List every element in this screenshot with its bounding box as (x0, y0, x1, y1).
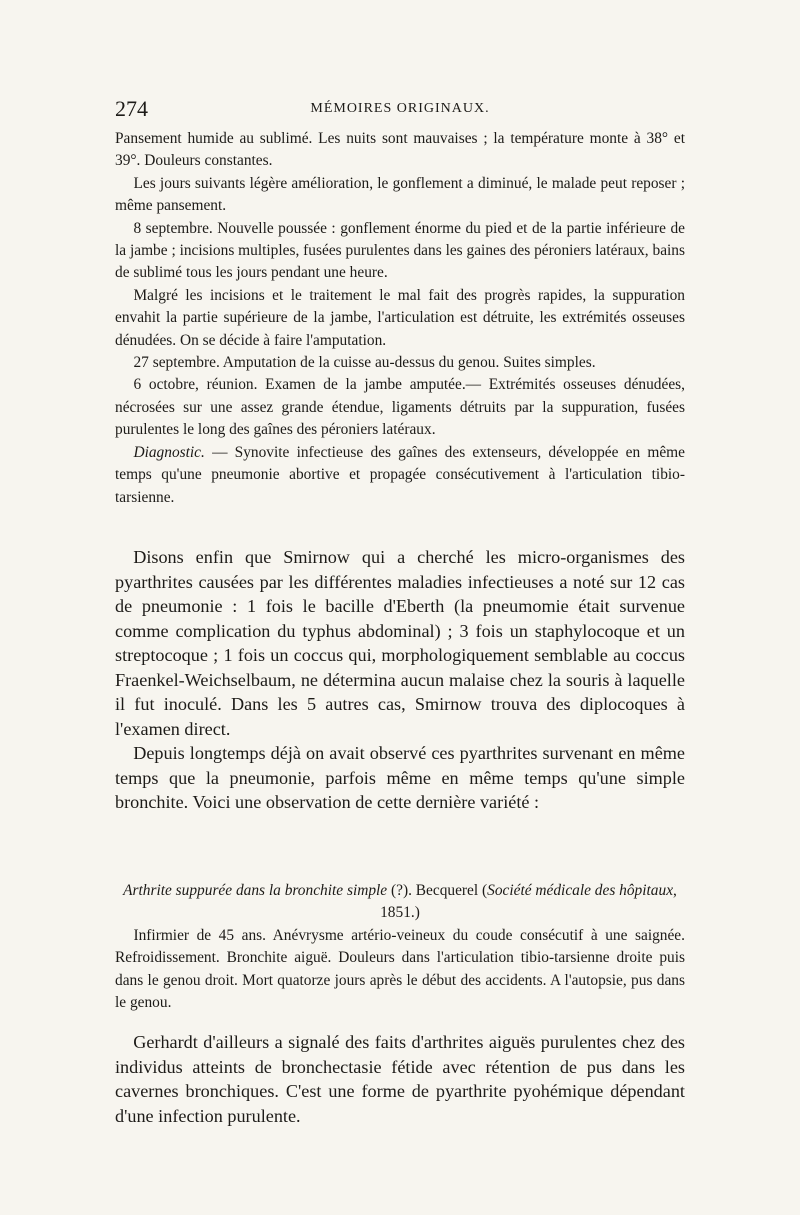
main-text-1 (115, 545, 685, 815)
diagnostic-label: Diagnostic. (133, 443, 205, 461)
paragraph: 6 octobre, réunion. Examen de la jambe amputée.— Extrémités osseuses dénudées, nécrosées sur une assez grande étendue, ligaments détruits par la suppuration, fusées purulentes le long des gaînes des péroniers latéraux. (115, 376, 685, 439)
paragraph: Pansement humide au sublimé. Les nuits sont mauvaises ; la température monte à 38° et 39°. Douleurs constantes. (115, 130, 685, 170)
page-header (115, 96, 685, 124)
observation-title (115, 880, 685, 925)
page-number: 274 (115, 96, 148, 121)
paragraph: Disons enfin que Smirnow qui a cherché les micro-organismes des pyarthrites causées par les différentes maladies infectieuses a noté sur 12 cas de pneumonie : 1 fois le bacille d'Eberth (la pneumomie était survenue comme complication du typhus abdominal) ; 3 fois un staphylocoque et un streptocoque ; 1 fois un coccus qui, morphologiquement semblable au coccus Fraenkel-Weichselbaum, ne détermina aucun malaise chez la souris à laquelle il fut inoculé. Dans les 5 autres cas, Smirnow trouva des diplocoques à l'examen direct. (115, 547, 685, 739)
paragraph: 8 septembre. Nouvelle poussée : gonflement énorme du pied et de la partie inférieure de la jambe ; incisions multiples, fusées purulentes dans les gaines des péroniers latéraux, bains de sublimé tous les jours pendant une heure. (115, 219, 685, 282)
paragraph: 27 septembre. Amputation de la cuisse au-dessus du genou. Suites simples. (133, 354, 596, 372)
paragraph: Gerhardt d'ailleurs a signalé des faits d'arthrites aiguës purulentes chez des individus atteints de bronchectasie fétide avec rétention de pus dans les cavernes bronchiques. C'est une forme de pyarthrite pyohémique dépendant d'une infection purulente. (115, 1032, 685, 1126)
observation-continued (115, 128, 685, 509)
running-head: MÉMOIRES ORIGINAUX. (310, 101, 490, 116)
paragraph: Malgré les incisions et le traitement le mal fait des progrès rapides, la suppuration envahit la partie supérieure de la jambe, l'articulation est détruite, les extrémités osseuses dénudées. On se décide à faire l'amputation. (115, 286, 685, 349)
paragraph: Infirmier de 45 ans. Anévrysme artério-veineux du coude consécutif à une saignée. Refroidissement. Bronchite aiguë. Douleurs dans l'articulation tibio-tarsienne droite puis dans le genou droit. Mort quatorze jours après le début des accidents. A l'autopsie, pus dans le genou. (115, 926, 685, 1012)
main-text-2 (115, 1030, 685, 1128)
observation-becquerel (115, 880, 685, 1014)
observation-title-mid: (?). Becquerel ( (387, 882, 488, 899)
diagnostic-text: — Synovite infectieuse des gaînes des extenseurs, développée en même temps qu'une pneumonie abortive et propagée consécutivement à l'articulation tibio-tarsienne. (115, 443, 685, 506)
observation-title-italic: Arthrite suppurée dans la bronchite simple (123, 882, 388, 899)
diagnostic-paragraph (115, 442, 685, 509)
paragraph: Depuis longtemps déjà on avait observé ces pyarthrites survenant en même temps que la pneumonie, parfois même en même temps qu'une simple bronchite. Voici une observation de cette dernière variété : (115, 743, 685, 812)
observation-title-end: , 1851.) (380, 882, 677, 922)
paragraph: Les jours suivants légère amélioration, le gonflement a diminué, le malade peut reposer ; même pansement. (115, 174, 685, 215)
observation-title-source: Société médicale des hôpitaux (487, 882, 674, 899)
